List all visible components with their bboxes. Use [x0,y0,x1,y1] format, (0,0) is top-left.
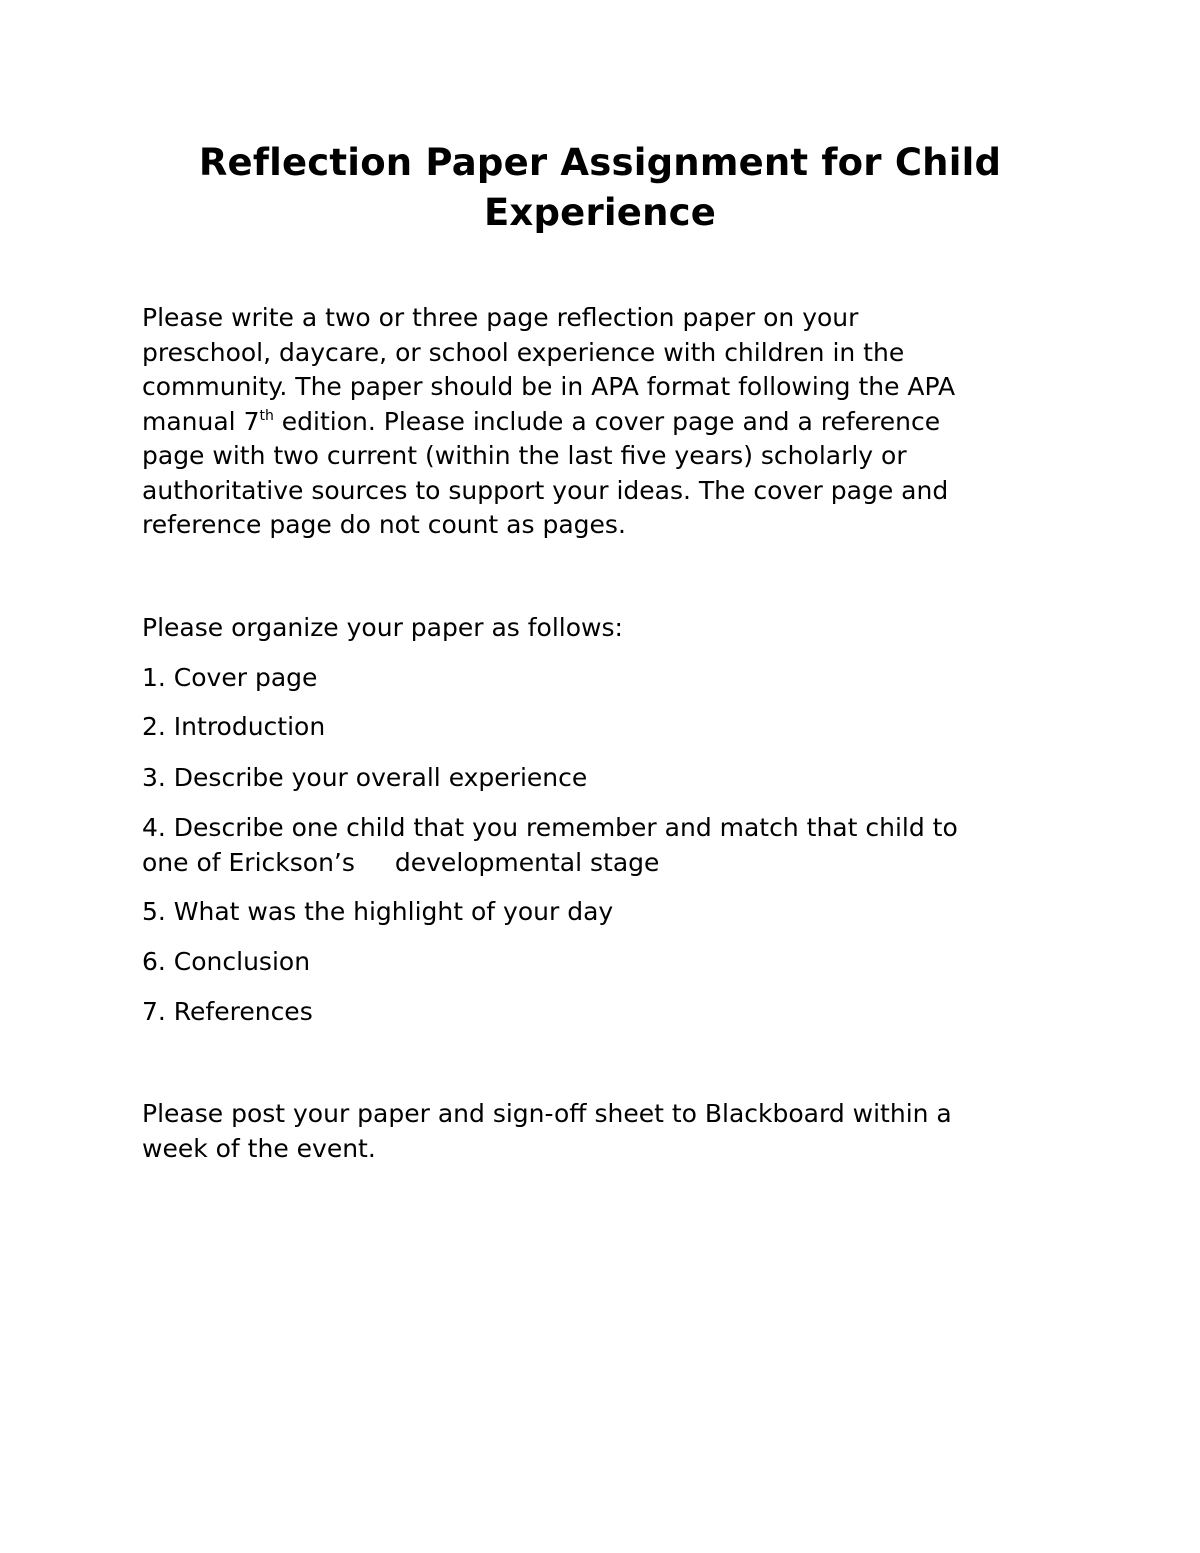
list-item-text: 5. What was the highlight of your day [142,897,614,926]
organize-heading: Please organize your paper as follows: [142,613,623,642]
list-item-text: 2. Introduction [142,712,326,741]
closing-line: week of the event. [142,1133,376,1163]
intro-text: manual 7 [142,406,260,436]
ordinal-superscript: th [259,407,274,424]
intro-line: community. The paper should be in APA format following the APA [142,372,956,401]
list-item [142,811,958,880]
closing-line: Please post your paper and sign-off sheet to Blackboard within a [142,1099,952,1128]
list-item [142,661,317,696]
list-item [142,895,613,930]
list-item-text-part: one of Erickson’s [142,847,355,877]
title-line-1: Reflection Paper Assignment for Child [198,141,1002,184]
intro-text: edition. Please include a cover page and a reference [273,406,941,436]
intro-paragraph [142,301,1062,543]
list-item-text [142,846,958,881]
list-item-text: 3. Describe your overall experience [142,763,588,792]
intro-line [142,405,1062,440]
list-item-text: 7. References [142,997,313,1026]
list-item-text: 1. Cover page [142,663,318,692]
intro-line: Please write a two or three page reflection paper on your [142,303,859,332]
intro-line: authoritative sources to support your ideas. The cover page and [142,475,949,505]
list-item [142,710,325,745]
list-item-text: 6. Conclusion [142,947,311,976]
intro-line: page with two current (within the last five years) scholarly or [142,441,907,470]
list-item [142,995,313,1030]
list-item-text: 4. Describe one child that you remember and match that child to [142,813,958,842]
document-title [0,138,1200,238]
list-item [142,761,587,796]
list-item-text-part: developmental stage [394,847,660,877]
list-item [142,945,310,980]
closing-paragraph [142,1097,1062,1166]
intro-line: preschool, daycare, or school experience with children in the [142,337,905,367]
intro-line: reference page do not count as pages. [142,510,626,539]
title-line-2: Experience [483,191,717,234]
